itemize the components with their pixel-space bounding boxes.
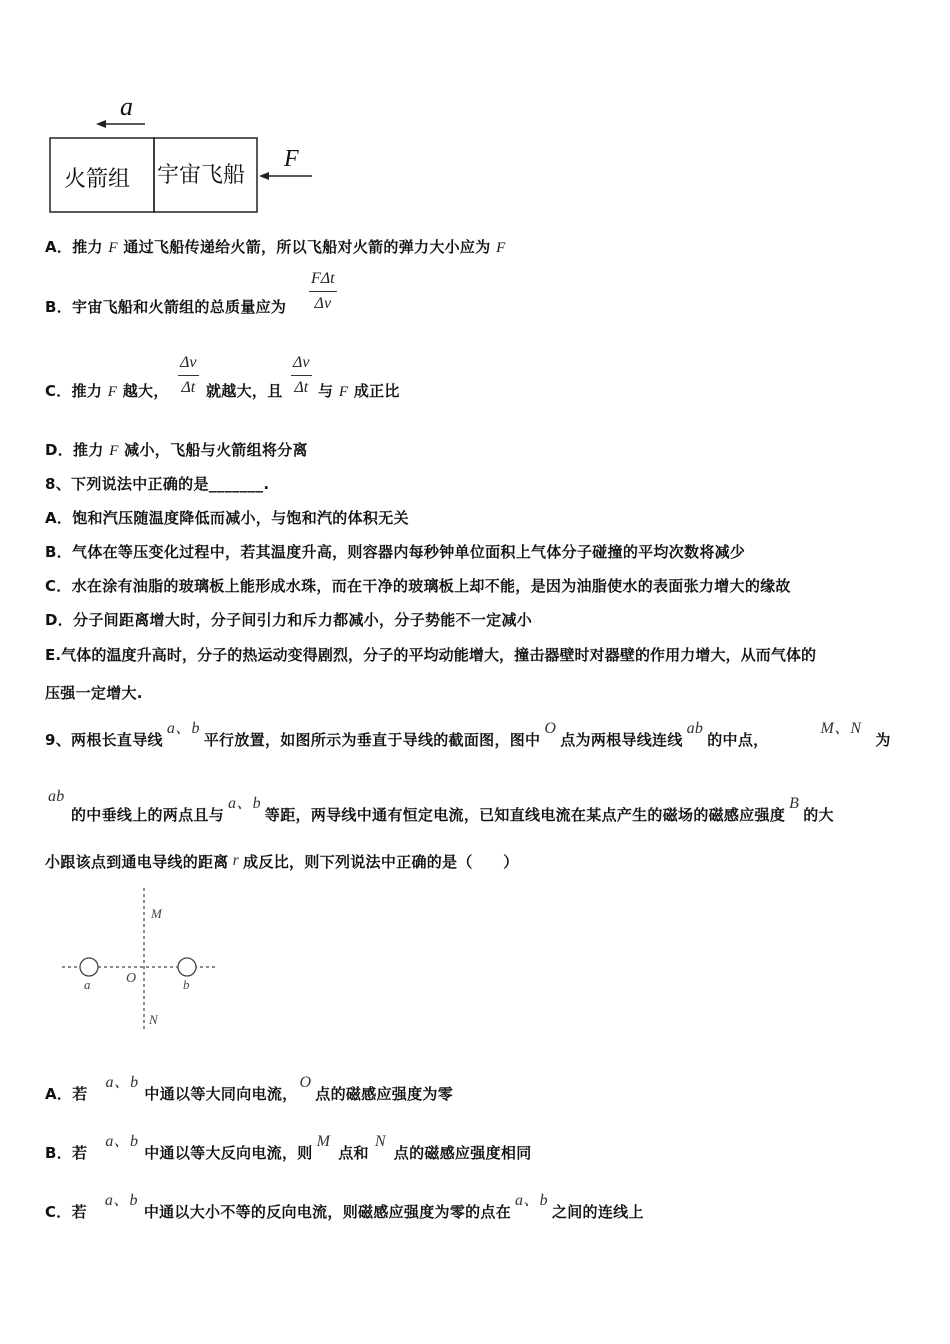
spacecraft-label: 宇宙飞船 [157,163,246,188]
q9-option-c: C．若a、b中通以大小不等的反向电流，则磁感应强度为零的点在a、b之间的连线上 [45,1192,644,1221]
wire-cross-section-figure [60,880,230,1040]
rocket-group-label: 火箭组 [64,167,131,192]
q9-option-b: B．若a、b中通以等大反向电流，则M点和N点的磁感应强度相同 [45,1133,532,1162]
q9-stem-line1: 9、两根长直导线a、b平行放置，如图所示为垂直于导线的截面图，图中O点为两根导线连线ab的中点，M、N为 [45,720,891,749]
wire-a-circle [80,958,98,976]
fig-label-O: O [126,971,137,986]
q9-stem-line2: ab 的中垂线上的两点且与a、b等距，两导线中通有恒定电流，已知直线电流在某点产生的磁场的磁感应强度B的大 [48,788,834,824]
q8-option-a: A．饱和汽压随温度降低而减小，与饱和汽的体积无关 [45,509,409,527]
q7-option-c-pre: C．推力 F 越大， [45,382,169,400]
fig-label-N: N [149,1012,158,1027]
fig-label-b: b [183,977,190,992]
acceleration-label: a [120,92,133,121]
wire-b-circle [178,958,196,976]
q8-option-e-line1: E.气体的温度升高时，分子的热运动变得剧烈，分子的平均动能增大，撞击器壁时对器壁的作用力增大，从而气体的 [45,646,817,664]
q9-option-a: A．若a、b中通以等大同向电流，O点的磁感应强度为零 [45,1074,453,1103]
q7-option-b: B．宇宙飞船和火箭组的总质量应为 [45,298,287,316]
q8-option-c: C．水在涂有油脂的玻璃板上能形成水珠，而在干净的玻璃板上却不能，是因为油脂使水的表面张力增大的缘故 [45,577,791,595]
q7-c-fraction-1: Δv Δt [180,354,197,396]
force-label: F [284,146,299,172]
q7-option-a: A．推力 F 通过飞船传递给火箭，所以飞船对火箭的弹力大小应为 F [45,238,506,256]
q8-stem: 8、下列说法中正确的是_______. [45,475,270,493]
q7-option-d: D．推力 F 减小，飞船与火箭组将分离 [45,441,308,459]
fig-label-a: a [84,977,91,992]
q8-option-e-line2: 压强一定增大. [45,684,143,702]
fig-label-M: M [151,906,162,921]
q8-option-d: D．分子间距离增大时，分子间引力和斥力都减小，分子势能不一定减小 [45,611,533,629]
q7-option-c-post: 与 F 成正比 [318,382,400,400]
q9-stem-line3: 小跟该点到通电导线的距离 r 成反比，则下列说法中正确的是（ ） [45,852,519,871]
acceleration-arrowhead [96,120,106,128]
force-arrowhead [259,172,269,180]
q8-option-b: B．气体在等压变化过程中，若其温度升高，则容器内每秒钟单位面积上气体分子碰撞的平均次数将减少 [45,543,746,561]
q7-c-fraction-2: Δv Δt [293,354,310,396]
q7-option-c-mid: 就越大，且 [206,382,283,400]
q7-b-fraction: FΔt Δv [311,270,335,312]
